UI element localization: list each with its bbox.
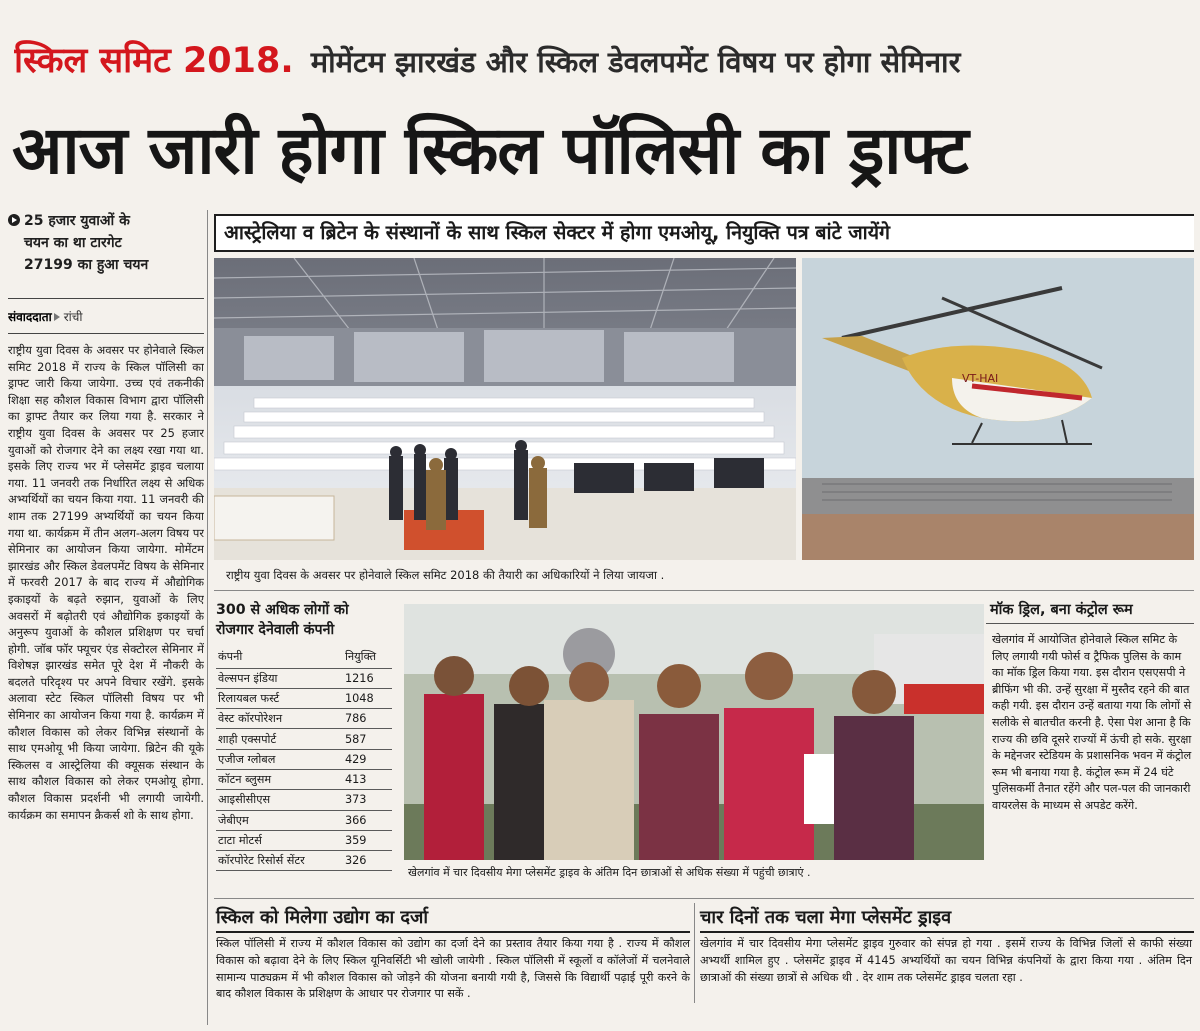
table-row [216, 851, 392, 871]
students-photo [404, 604, 984, 860]
left-column [8, 210, 204, 1025]
strip-headline: आस्ट्रेलिया व ब्रिटेन के संस्थानों के साथ स्किल सेक्टर में होगा एमओयू, नियुक्ति पत्र बांटे जायेंगे [214, 214, 1194, 252]
triangle-icon [54, 313, 60, 321]
company-name: कॉरपोरेट रिसोर्स सेंटर [216, 851, 339, 871]
kicker [14, 36, 1194, 92]
table-row [216, 709, 392, 729]
mock-drill-box [986, 600, 1194, 896]
company-name: टाटा मोटर्स [216, 830, 339, 850]
company-name: शाही एक्सपोर्ट [216, 729, 339, 749]
stadium-photo [214, 258, 796, 560]
table-title [216, 600, 398, 646]
table-title-line: 300 से अधिक लोगों को [216, 602, 349, 618]
registration-text: VT-HAI [962, 372, 999, 385]
placement-title: चार दिनों तक चला मेगा प्लेसमेंट ड्राइव [700, 903, 1194, 933]
table-row [216, 749, 392, 769]
table-row [216, 830, 392, 850]
hire-count: 326 [339, 851, 392, 871]
company-name: आइसीसीएस [216, 790, 339, 810]
table-row [216, 769, 392, 789]
divider [214, 898, 1194, 899]
table-row [216, 790, 392, 810]
byline-place: रांची [63, 310, 83, 324]
hire-count: 413 [339, 769, 392, 789]
photo-caption: राष्ट्रीय युवा दिवस के अवसर पर होनेवाले स्किल समिट 2018 की तैयारी का अधिकारियों ने लिया जायजा . [226, 568, 665, 582]
hire-count: 1048 [339, 688, 392, 708]
table-row [216, 729, 392, 749]
column-divider [207, 210, 208, 1025]
header-company: कंपनी [216, 646, 339, 668]
highlight-line: चयन का था टारगेट [24, 235, 122, 251]
company-name: वेस्ट कॉरपोरेशन [216, 709, 339, 729]
company-name: जेबीएम [216, 810, 339, 830]
divider [8, 298, 204, 299]
placement-body: खेलगांव में चार दिवसीय मेगा प्लेसमेंट ड्राइव गुरुवार को संपन्न हो गया . इसमें राज्य के विभिन्न जिलों से काफी संख्या अभ्यर्थी शामिल हुए . प्लेसमेंट ड्राइव में 4145 अभ्यर्थियों का चयन विभिन्न कंपनियों के द्वारा किया गया . अंतिम दिन छात्राओं की संख्या छात्रों से अधिक थी . देर शाम तक प्लेसमेंट ड्राइव चलता रहा . [700, 937, 1192, 984]
arrow-circle-icon [8, 214, 20, 226]
table-row [216, 668, 392, 688]
kicker-label: स्किल समिट 2018. [14, 41, 294, 81]
table-header [216, 646, 392, 668]
mock-drill-body: खेलगांव में आयोजित होनेवाले स्किल समिट के लिए लगायी गयी फोर्स व ट्रैफिक पुलिस के काम का मॉक ड्रिल किया गया. इस दौरान एसएसपी ने ब्रीफिंग भी की. उन्हें सुरक्षा में मुस्तैद रहने की बात कही गयी. इस दौरान उन्हें बताया गया कि लोगों से सलीके से बातचीत करनी है. ऐसा पेश आना है कि राज्य की छवि दूसरे राज्यों में ऊंची हो सके. सुरक्षा के मद्देनजर स्टेडियम के प्रशासनिक भवन में कंट्रोल रूम भी बनाया गया है. कंट्रोल रूम में 24 घंटे पुलिसकर्मी तैनात रहेंगे और पल-पल की जानकारी वायरलेस के माध्यम से अपडेट करेंगे. [992, 633, 1192, 812]
divider [8, 333, 204, 334]
photo-caption: खेलगांव में चार दिवसीय मेगा प्लेसमेंट ड्राइव के अंतिम दिन छात्राओं से अधिक संख्या में पहुंची छात्राएं . [408, 866, 811, 879]
hire-count: 429 [339, 749, 392, 769]
kicker-text: मोमेंटम झारखंड और स्किल डेवलपमेंट विषय पर होगा सेमिनार [310, 45, 961, 79]
headline: आज जारी होगा स्किल पॉलिसी का ड्राफ्ट [12, 112, 968, 189]
hire-count: 786 [339, 709, 392, 729]
companies-table [216, 646, 392, 871]
highlight-line: 27199 का हुआ चयन [24, 257, 149, 273]
hire-count: 1216 [339, 668, 392, 688]
company-name: वेल्सपन इंडिया [216, 668, 339, 688]
helicopter-photo [802, 258, 1194, 560]
table-row [216, 688, 392, 708]
hire-count: 587 [339, 729, 392, 749]
companies-table-box [216, 600, 398, 890]
table-row [216, 810, 392, 830]
company-name: रिलायबल फर्स्ट [216, 688, 339, 708]
company-name: एजीज ग्लोबल [216, 749, 339, 769]
industry-body: स्किल पॉलिसी में राज्य में कौशल विकास को उद्योग का दर्जा देने का प्रस्ताव तैयार किया गया है . राज्य में कौशल विकास को बढ़ावा देने के लिए स्किल यूनिवर्सिटी भी खोली जायेगी . स्किल पॉलिसी में स्कूलों व कॉलेजों में चलनेवाले सामान्य पाठ्यक्रम में भी कौशल विकास को जोड़ने की योजना बनायी गयी है, जिससे कि विद्यार्थी पढ़ाई पूरी करने के बाद कौशल विकास के प्रशिक्षण के आधार पर रोजगार पा सकें . [216, 937, 690, 1001]
divider [214, 590, 1194, 591]
company-name: कॉटन ब्लुसम [216, 769, 339, 789]
byline [8, 305, 204, 329]
highlight-line: 25 हजार युवाओं के [24, 213, 130, 229]
byline-author: संवाददाता [8, 310, 52, 324]
hire-count: 366 [339, 810, 392, 830]
column-divider [694, 903, 695, 1003]
industry-title: स्किल को मिलेगा उद्योग का दर्जा [216, 903, 690, 933]
highlights [8, 210, 204, 284]
header-count: नियुक्ति [339, 646, 392, 668]
hire-count: 359 [339, 830, 392, 850]
mock-drill-title: मॉक ड्रिल, बना कंट्रोल रूम [986, 600, 1194, 624]
table-title-line: रोजगार देनेवाली कंपनी [216, 622, 335, 638]
main-story: राष्ट्रीय युवा दिवस के अवसर पर होनेवाले स्किल समिट 2018 में राज्य के स्किल पॉलिसी का ड्राफ्ट जारी किया जायेगा. उच्च एवं तकनीकी शिक्षा सह कौशल विकास विभाग द्वारा पॉलिसी का ड्राफ्ट तैयार कर लिया गया है. सरकार ने राष्ट्रीय युवा दिवस के अवसर पर 25 हजार युवाओं को रोजगार देने का लक्ष्य रखा गया था. इसके लिए राज्य भर में प्लेसमेंट ड्राइव चलाया गया. 11 जनवरी तक निर्धारित लक्ष्य से अधिक अभ्यर्थियों का चयन किया गया. 11 जनवरी की शाम तक 27199 अभ्यर्थियों का चयन किया गया था. कार्यक्रम में तीन अलग-अलग विषय पर सेमिनार का आयोजन किया जायेगा. मोमेंटम झारखंड और स्किल डेवलपमेंट विषय के सेमिनार में फरवरी 2017 के बाद राज्य में औद्योगिक इकाइयों के बढ़ते रुझान, युवाओं के लिए अवसरों में बढ़ोतरी एवं औद्योगिक इकाइयों के अनुरूप युवाओं के कौशल प्रशिक्षण पर चर्चा होगी. जॉब फॉर फ्यूचर एंड सेक्टोरल सेमिनार में विशेषज्ञ झारखंड समेत पूरे देश में नौकरी के बदलते परिदृश्य पर अपने विचार रखेंगे. इसके अलावा स्टेट स्किल पॉलिसी विषय पर भी सेमिनार का आयोजन किया गया है. कार्यक्रम में कौशल विकास को लेकर विभिन्न संस्थानों के साथ एमओयू भी किया जायेगा. ब्रिटेन की यूके स्किलस व आस्ट्रेलिया की क्यूसक संस्थान के साथ कौशल विकास को लेकर एमओयू होगा. कौशल विकास प्रदर्शनी भी लगायी जायेगी. कार्यक्रम का समापन क्रैकर्स शो के साथ होगा. [8, 343, 204, 822]
hire-count: 373 [339, 790, 392, 810]
